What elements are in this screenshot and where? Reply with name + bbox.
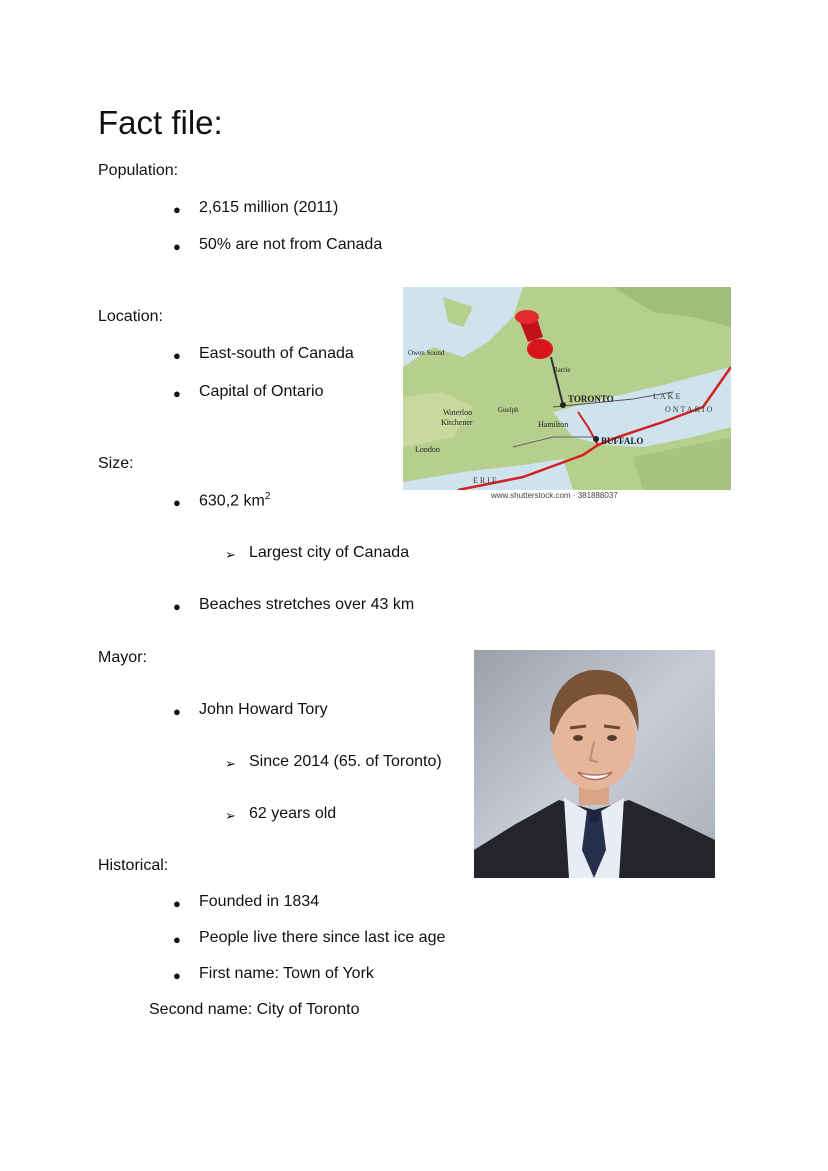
arrow-bullet-icon: ➢ bbox=[225, 756, 236, 771]
map-label: Barrie bbox=[553, 366, 571, 374]
bullet-icon: ● bbox=[173, 704, 181, 719]
mayor-label: Mayor: bbox=[98, 649, 147, 666]
size-label: Size: bbox=[98, 455, 134, 472]
arrow-bullet-icon: ➢ bbox=[225, 808, 236, 823]
mayor-photo bbox=[474, 650, 715, 878]
toronto-map-image bbox=[403, 287, 731, 490]
arrow-bullet-icon: ➢ bbox=[225, 547, 236, 562]
bullet-icon: ● bbox=[173, 495, 181, 510]
mayor-subitem: Since 2014 (65. of Toronto) bbox=[249, 753, 442, 770]
size-superscript: 2 bbox=[264, 491, 271, 502]
map-label: Owen Sound bbox=[408, 349, 445, 357]
location-item: Capital of Ontario bbox=[199, 383, 324, 400]
bullet-icon: ● bbox=[173, 968, 181, 983]
bullet-icon: ● bbox=[173, 202, 181, 217]
population-label: Population: bbox=[98, 162, 179, 179]
map-label: Waterloo bbox=[443, 408, 473, 417]
map-label: Kitchener bbox=[441, 418, 473, 427]
map-label: Guelph bbox=[498, 406, 519, 414]
map-label: TORONTO bbox=[568, 394, 614, 404]
historical-item: Founded in 1834 bbox=[199, 893, 320, 910]
size-item bbox=[199, 491, 270, 510]
population-item: 2,615 million (2011) bbox=[199, 199, 339, 216]
mayor-subitem: 62 years old bbox=[249, 805, 337, 822]
bullet-icon: ● bbox=[173, 348, 181, 363]
location-item: East-south of Canada bbox=[199, 345, 354, 362]
map-label: ERIE bbox=[473, 476, 499, 485]
population-item: 50% are not from Canada bbox=[199, 236, 383, 253]
location-label: Location: bbox=[98, 308, 163, 325]
historical-extra: Second name: City of Toronto bbox=[149, 1001, 360, 1018]
mayor-item: John Howard Tory bbox=[199, 701, 328, 718]
map-label: ONTARIO bbox=[665, 405, 715, 414]
bullet-icon: ● bbox=[173, 239, 181, 254]
map-label: BUFFALO bbox=[601, 436, 644, 446]
size-value: 630,2 km bbox=[199, 492, 265, 510]
historical-item: People live there since last ice age bbox=[199, 929, 446, 946]
bullet-icon: ● bbox=[173, 932, 181, 947]
map-label: LAKE bbox=[653, 392, 683, 401]
bullet-icon: ● bbox=[173, 386, 181, 401]
map-label: London bbox=[415, 445, 440, 454]
page-title: Fact file: bbox=[98, 104, 223, 141]
historical-item: First name: Town of York bbox=[199, 965, 374, 982]
bullet-icon: ● bbox=[173, 896, 181, 911]
map-watermark: www.shutterstock.com · 381888037 bbox=[491, 491, 618, 500]
bullet-icon: ● bbox=[173, 599, 181, 614]
map-label: Hamilton bbox=[538, 420, 569, 429]
size-item: Beaches stretches over 43 km bbox=[199, 596, 415, 613]
historical-label: Historical: bbox=[98, 857, 169, 874]
size-subitem: Largest city of Canada bbox=[249, 544, 410, 561]
